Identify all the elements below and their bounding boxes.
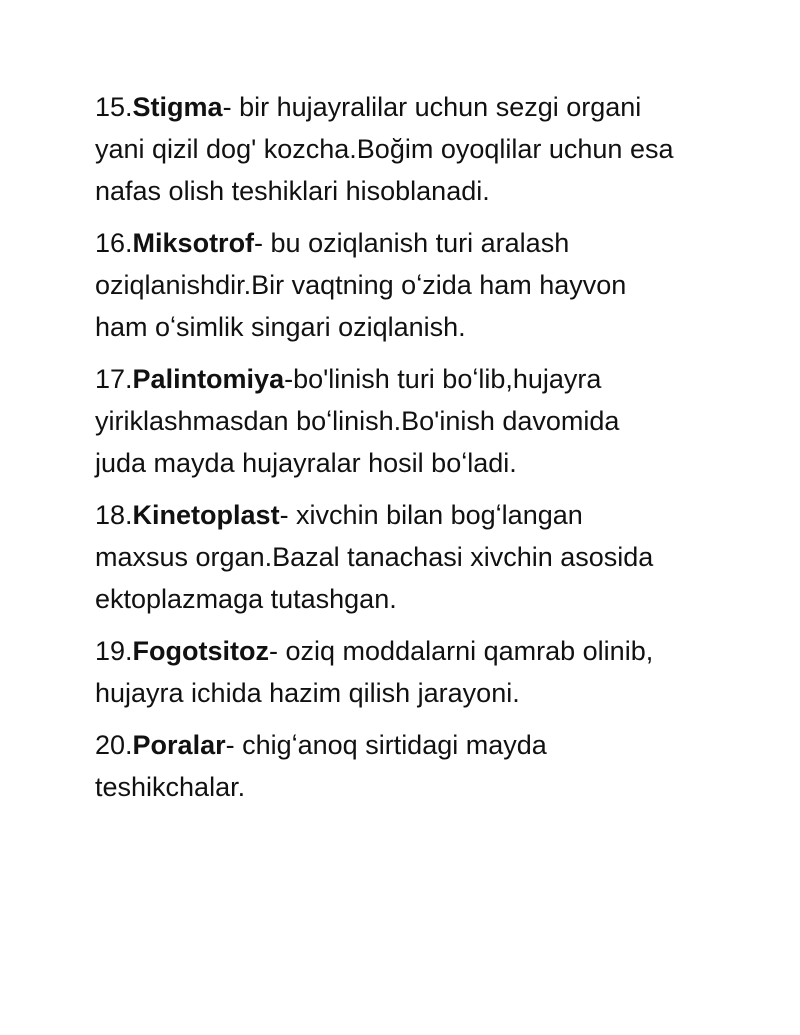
entry-number: 17. [95, 364, 133, 394]
definition-entry-15 [95, 86, 755, 212]
entry-number: 16. [95, 228, 133, 258]
definition-entry-19 [95, 630, 755, 714]
entry-number: 15. [95, 92, 133, 122]
entry-definition: -bo'linish turi boʻlib,hujayra yiriklashmasdan boʻlinish.Bo'inish davomida juda mayda hujayralar hosil boʻladi. [95, 364, 620, 478]
entry-term: Miksotrof [132, 228, 255, 258]
entry-term: Fogotsitoz [132, 636, 270, 666]
entry-definition: - chigʻanoq sirtidagi mayda teshikchalar. [95, 730, 547, 802]
definition-list [95, 86, 755, 818]
entry-definition: - bir hujayralilar uchun sezgi organi yani qizil dog' kozcha.Boğim oyoqlilar uchun esa nafas olish teshiklari hisoblanadi. [95, 92, 674, 206]
entry-term: Kinetoplast [132, 500, 280, 530]
entry-definition: - bu oziqlanish turi aralash oziqlanishdir.Bir vaqtning oʻzida ham hayvon ham oʻsimlik singari oziqlanish. [95, 228, 627, 342]
entry-definition: - oziq moddalarni qamrab olinib, hujayra ichida hazim qilish jarayoni. [95, 636, 654, 708]
entry-term: Stigma [132, 92, 223, 122]
entry-number: 19. [95, 636, 133, 666]
definition-entry-20 [95, 724, 755, 808]
entry-term: Poralar [132, 730, 226, 760]
entry-number: 18. [95, 500, 133, 530]
definition-entry-16 [95, 222, 755, 348]
definition-entry-17 [95, 358, 755, 484]
entry-term: Palintomiya [132, 364, 285, 394]
definition-entry-18 [95, 494, 755, 620]
entry-number: 20. [95, 730, 133, 760]
entry-definition: - xivchin bilan bogʻlangan maxsus organ.Bazal tanachasi xivchin asosida ektoplazmaga tutashgan. [95, 500, 654, 614]
